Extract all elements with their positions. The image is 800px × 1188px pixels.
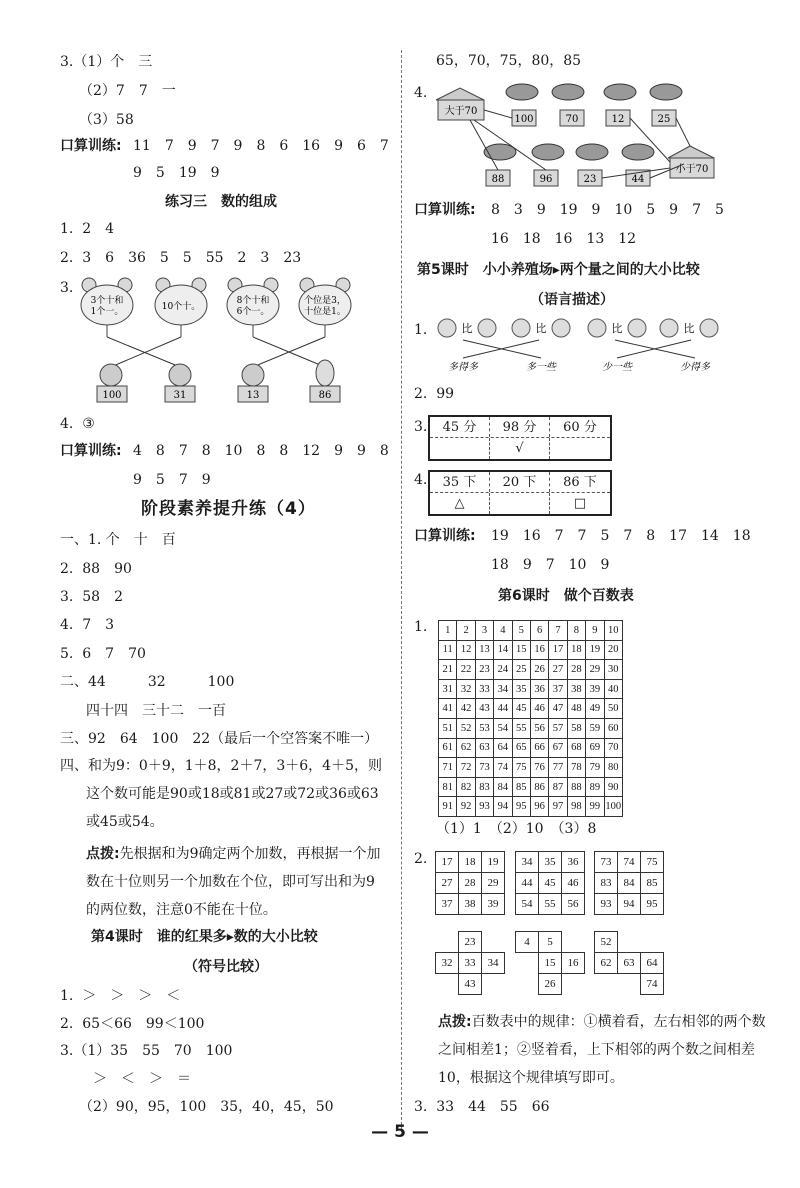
hundred-cell: 86 <box>530 777 548 797</box>
hundred-cell: 89 <box>586 777 604 797</box>
bubble-text-2: 10个十。 <box>161 302 201 312</box>
triangle-mark: △ <box>430 493 490 514</box>
square-mark: □ <box>573 496 587 511</box>
hundred-cell: 49 <box>586 699 604 719</box>
hundred-cell: 37 <box>549 679 567 699</box>
hundred-cell: 12 <box>457 640 475 660</box>
oral-label: 口算训练: <box>414 202 476 218</box>
score-compare-box <box>428 415 612 461</box>
hundred-row <box>439 738 623 758</box>
hundred-cell: 87 <box>549 777 567 797</box>
oral-label: 口算训练: <box>60 443 122 459</box>
bird-value: 88 <box>491 174 505 185</box>
hundred-cell: 21 <box>439 660 457 680</box>
s3-line-1: 3.（1）个 三 <box>60 54 153 70</box>
cross-fragment: 23 32 33 34 43 <box>435 931 505 995</box>
animals <box>97 360 340 402</box>
hundred-cell: 76 <box>530 758 548 778</box>
oral-row: 11 7 9 7 9 8 6 16 9 6 7 <box>133 138 389 154</box>
grid-fragment: 34 35 36 44 45 46 54 55 56 <box>515 851 585 915</box>
hundred-cell: 15 <box>512 640 530 660</box>
hundred-cell: 82 <box>457 777 475 797</box>
hundred-cell: 10 <box>604 621 622 641</box>
lesson-line: 1. ＞ ＞ ＞ ＜ <box>60 988 181 1004</box>
hundred-cell: 96 <box>530 797 548 817</box>
hundred-cell: 68 <box>567 738 585 758</box>
hundred-cell: 2 <box>457 621 475 641</box>
sign-value: 31 <box>173 390 187 401</box>
hundred-cell: 39 <box>586 679 604 699</box>
hundred-cell: 29 <box>586 660 604 680</box>
lesson-subtitle: （语言描述） <box>530 292 614 308</box>
practice-line-number: 3. <box>60 280 74 296</box>
bubble-text-1a: 3个十和 <box>90 296 124 306</box>
sign-value: 100 <box>102 390 122 401</box>
hundred-cell: 61 <box>439 738 457 758</box>
bi-word: 比 <box>535 322 547 335</box>
tip-block <box>86 840 382 924</box>
hundred-cell: 80 <box>604 758 622 778</box>
question-number: 2. <box>414 851 428 867</box>
lesson-title: 第5课时 小小养殖场▸两个量之间的大小比较 <box>417 262 700 278</box>
hundred-cell: 75 <box>512 758 530 778</box>
hundred-cell: 95 <box>512 797 530 817</box>
hundred-cell: 65 <box>512 738 530 758</box>
hundred-cell: 90 <box>604 777 622 797</box>
bubble-text-3a: 8个十和 <box>236 296 270 306</box>
hundred-cell: 16 <box>530 640 548 660</box>
lesson-subtitle: （符号比较） <box>184 959 268 975</box>
hundred-cell: 48 <box>567 699 585 719</box>
hundred-cell: 98 <box>567 797 585 817</box>
hundred-cell: 3 <box>475 621 493 641</box>
mark-cell <box>550 438 610 459</box>
stage-line: 一、1. 个 十 百 <box>60 532 176 548</box>
matching-illustration <box>75 275 375 410</box>
hundred-cell: 22 <box>457 660 475 680</box>
oral-row: 18 9 7 10 9 <box>491 557 610 573</box>
tip-text: 先根据和为9确定两个加数，再根据一个加数在十位则另一个加数在个位，即可写出和为9的两位数，注意0不能在十位。 <box>86 846 381 918</box>
hundred-cell: 38 <box>567 679 585 699</box>
hundred-cell: 1 <box>439 621 457 641</box>
sequence-line: 65，70，75，80，85 <box>436 53 582 69</box>
hundred-cell: 78 <box>567 758 585 778</box>
hundred-cell: 36 <box>530 679 548 699</box>
page-number: — 5 — <box>371 1122 429 1142</box>
compare-illustration <box>433 316 723 374</box>
hundred-cell: 20 <box>604 640 622 660</box>
hundred-cell: 14 <box>494 640 512 660</box>
hundred-cell: 74 <box>494 758 512 778</box>
hundred-row <box>439 758 623 778</box>
s3-line-3: （3）58 <box>79 112 134 128</box>
hundred-cell: 56 <box>530 718 548 738</box>
relation-label: 多一些 <box>526 362 556 373</box>
lesson-line: （2）90，95，100 35，40，45，50 <box>79 1099 334 1115</box>
section-title: 练习三 数的组成 <box>165 194 277 210</box>
hundred-cell: 33 <box>475 679 493 699</box>
stage-line: 3. 58 2 <box>60 589 123 605</box>
hundred-cell: 85 <box>512 777 530 797</box>
answer-line: 3. 33 44 55 66 <box>414 1099 550 1115</box>
answer-four: 四、和为9：0＋9，1＋8，2＋7，3＋6，4＋5，则这个数可能是90或18或81或27或72或36或63或45或54。 <box>60 758 382 830</box>
hundred-cell: 88 <box>567 777 585 797</box>
hundred-cell: 23 <box>475 660 493 680</box>
hundred-cell: 32 <box>457 679 475 699</box>
oral-row: 8 3 9 19 9 10 5 9 7 5 <box>491 202 724 218</box>
question-number: 4. <box>414 85 428 101</box>
hundred-cell: 51 <box>439 718 457 738</box>
house-label: 大于70 <box>444 106 478 117</box>
oral-label: 口算训练: <box>60 138 122 154</box>
hundred-row <box>439 699 623 719</box>
hundred-row <box>439 621 623 641</box>
hundred-cell: 45 <box>512 699 530 719</box>
jump-compare-box <box>428 470 612 516</box>
bird-value: 12 <box>611 114 625 125</box>
hundred-row <box>439 679 623 699</box>
small-house <box>668 146 714 178</box>
oral-row: 19 16 7 7 5 7 8 17 14 18 <box>491 528 751 544</box>
house-label: 小于70 <box>675 164 709 175</box>
sign-value: 86 <box>318 390 332 401</box>
score-cell: 60 分 <box>563 420 597 435</box>
hundred-row <box>439 797 623 817</box>
bi-word: 比 <box>461 322 473 335</box>
hundred-cell: 72 <box>457 758 475 778</box>
birds-illustration <box>430 78 730 190</box>
hundred-cell: 71 <box>439 758 457 778</box>
bird-value: 96 <box>539 174 553 185</box>
hundred-cell: 97 <box>549 797 567 817</box>
stage-line: 4. 7 3 <box>60 617 115 633</box>
hundred-cell: 79 <box>586 758 604 778</box>
hundred-cell: 94 <box>494 797 512 817</box>
hundred-cell: 55 <box>512 718 530 738</box>
score-cell: 45 分 <box>430 417 490 437</box>
score-cell: 98 分 <box>490 417 550 437</box>
hundred-cell: 66 <box>530 738 548 758</box>
practice-line: 1. 2 4 <box>60 221 115 237</box>
hundred-cell: 25 <box>512 660 530 680</box>
hundred-cell: 67 <box>549 738 567 758</box>
hundred-cell: 24 <box>494 660 512 680</box>
big-house <box>436 88 484 120</box>
cross-fragment: 4 5 15 16 26 <box>515 931 585 995</box>
hundred-row <box>439 777 623 797</box>
question-number: 1. <box>414 619 428 635</box>
bi-word: 比 <box>611 322 623 335</box>
stage-title: 阶段素养提升练（4） <box>141 499 316 519</box>
match-lines <box>107 337 325 367</box>
hundred-cell: 28 <box>567 660 585 680</box>
stage-line: 二、44 32 100 <box>60 674 235 690</box>
hundred-row <box>439 718 623 738</box>
hundred-cell: 50 <box>604 699 622 719</box>
hundred-cell: 91 <box>439 797 457 817</box>
hundred-cell: 69 <box>586 738 604 758</box>
hundred-cell: 18 <box>567 640 585 660</box>
hundred-cell: 27 <box>549 660 567 680</box>
hundred-cell: 64 <box>494 738 512 758</box>
oral-row: 9 5 19 9 <box>133 165 220 181</box>
hundred-cell: 57 <box>549 718 567 738</box>
hundred-cell: 92 <box>457 797 475 817</box>
hundred-cell: 6 <box>530 621 548 641</box>
hundred-cell: 7 <box>549 621 567 641</box>
hundred-cell: 26 <box>530 660 548 680</box>
oral-row: 4 8 7 8 10 8 8 12 9 9 8 <box>133 443 389 459</box>
hundred-cell: 47 <box>549 699 567 719</box>
hundred-cell: 5 <box>512 621 530 641</box>
grid-fragment: 73 74 75 83 84 85 93 94 95 <box>594 851 664 915</box>
hundred-cell: 58 <box>567 718 585 738</box>
tip-label: 点拨: <box>86 846 120 862</box>
bird-value: 25 <box>657 114 671 125</box>
hundred-cell: 59 <box>586 718 604 738</box>
hundred-cell: 42 <box>457 699 475 719</box>
hundred-cell: 99 <box>586 797 604 817</box>
bird-value: 100 <box>514 114 534 125</box>
stage-line: 四十四 三十二 一百 <box>86 703 226 719</box>
practice-line: 2. 3 6 36 5 5 55 2 3 23 <box>60 250 302 266</box>
relation-label: 少得多 <box>680 362 710 373</box>
tip-text: 百数表中的规律：①横着看，左右相邻的两个数之间相差1；②竖着看，上下相邻的两个数之间相差10，根据这个规律填写即可。 <box>438 1014 766 1086</box>
bubble-text-3b: 6个一。 <box>236 307 270 317</box>
bubble-text-4a: 个位是3， <box>304 296 346 306</box>
hundred-cell: 84 <box>494 777 512 797</box>
hundred-cell: 43 <box>475 699 493 719</box>
cross-fragment: 52 62 63 64 74 <box>594 931 664 995</box>
hundred-cell: 44 <box>494 699 512 719</box>
question-number: 1. <box>414 322 428 338</box>
hundred-cell: 30 <box>604 660 622 680</box>
bubble-text-4b: 十位是1。 <box>304 307 346 317</box>
hundred-cell: 4 <box>494 621 512 641</box>
oral-row: 9 5 7 9 <box>133 472 211 488</box>
hundred-cell: 73 <box>475 758 493 778</box>
relation-label: 多得多 <box>448 362 478 373</box>
bird-value: 44 <box>631 174 645 185</box>
hundred-cell: 11 <box>439 640 457 660</box>
hundred-cell: 60 <box>604 718 622 738</box>
hundred-cell: 70 <box>604 738 622 758</box>
relation-lines <box>463 340 695 358</box>
animal-icons <box>438 319 718 337</box>
lesson-line: 3.（1）35 55 70 100 <box>60 1043 233 1059</box>
mark-cell <box>490 493 550 514</box>
lesson-title: 第6课时 做个百数表 <box>498 588 634 604</box>
hundred-cell: 17 <box>549 640 567 660</box>
bird-value: 70 <box>565 114 579 125</box>
hundred-cell: 62 <box>457 738 475 758</box>
lesson-line: 2. 65＜66 99＜100 <box>60 1016 205 1032</box>
hundred-cell: 100 <box>604 797 622 817</box>
hundred-cell: 93 <box>475 797 493 817</box>
bird-value: 23 <box>583 174 597 185</box>
hundred-cell: 52 <box>457 718 475 738</box>
hundred-row <box>439 640 623 660</box>
tip-label: 点拨: <box>438 1014 472 1030</box>
count-cell: 86 下 <box>563 475 597 490</box>
question-number: 3. <box>414 419 428 435</box>
mark-cell <box>430 438 490 459</box>
question-number: 4. <box>414 472 428 488</box>
lesson-title: 第4课时 谁的红果多▸数的大小比较 <box>91 929 318 945</box>
hundred-cell: 81 <box>439 777 457 797</box>
hundred-row <box>439 660 623 680</box>
hundred-cell: 77 <box>549 758 567 778</box>
oral-row: 16 18 16 13 12 <box>491 231 637 247</box>
hundred-cell: 13 <box>475 640 493 660</box>
hundred-cell: 35 <box>512 679 530 699</box>
count-cell: 20 下 <box>490 472 550 492</box>
answer-line: 2. 99 <box>414 386 455 402</box>
hundred-table <box>438 620 623 817</box>
answer-line: （1）1 （2）10 （3）8 <box>436 821 597 837</box>
oral-label: 口算训练: <box>414 528 476 544</box>
stage-line: 三、92 64 100 22（最后一个空答案不唯一） <box>60 731 379 747</box>
stage-line: 2. 88 90 <box>60 561 132 577</box>
hundred-cell: 54 <box>494 718 512 738</box>
hundred-cell: 63 <box>475 738 493 758</box>
tip-block <box>438 1008 768 1092</box>
grid-fragment: 17 18 19 27 28 29 37 38 39 <box>435 851 505 915</box>
hundred-cell: 46 <box>530 699 548 719</box>
stage-line: 5. 6 7 70 <box>60 646 146 662</box>
hundred-cell: 34 <box>494 679 512 699</box>
check-mark: √ <box>490 438 550 459</box>
column-divider <box>401 50 402 1130</box>
bubble-text-1b: 1个一。 <box>90 307 124 317</box>
count-cell: 35 下 <box>430 472 490 492</box>
hundred-cell: 9 <box>586 621 604 641</box>
hundred-cell: 19 <box>586 640 604 660</box>
hundred-cell: 83 <box>475 777 493 797</box>
hundred-cell: 41 <box>439 699 457 719</box>
s3-line-2: （2）7 7 一 <box>79 83 176 99</box>
hundred-cell: 31 <box>439 679 457 699</box>
practice-line: 4. ③ <box>60 416 95 432</box>
sign-value: 13 <box>246 390 260 401</box>
bi-word: 比 <box>683 322 695 335</box>
relation-label: 少一些 <box>602 362 632 373</box>
hundred-cell: 53 <box>475 718 493 738</box>
lesson-line: ＞ ＜ ＞ ＝ <box>93 1071 191 1087</box>
hundred-cell: 40 <box>604 679 622 699</box>
hundred-cell: 8 <box>567 621 585 641</box>
